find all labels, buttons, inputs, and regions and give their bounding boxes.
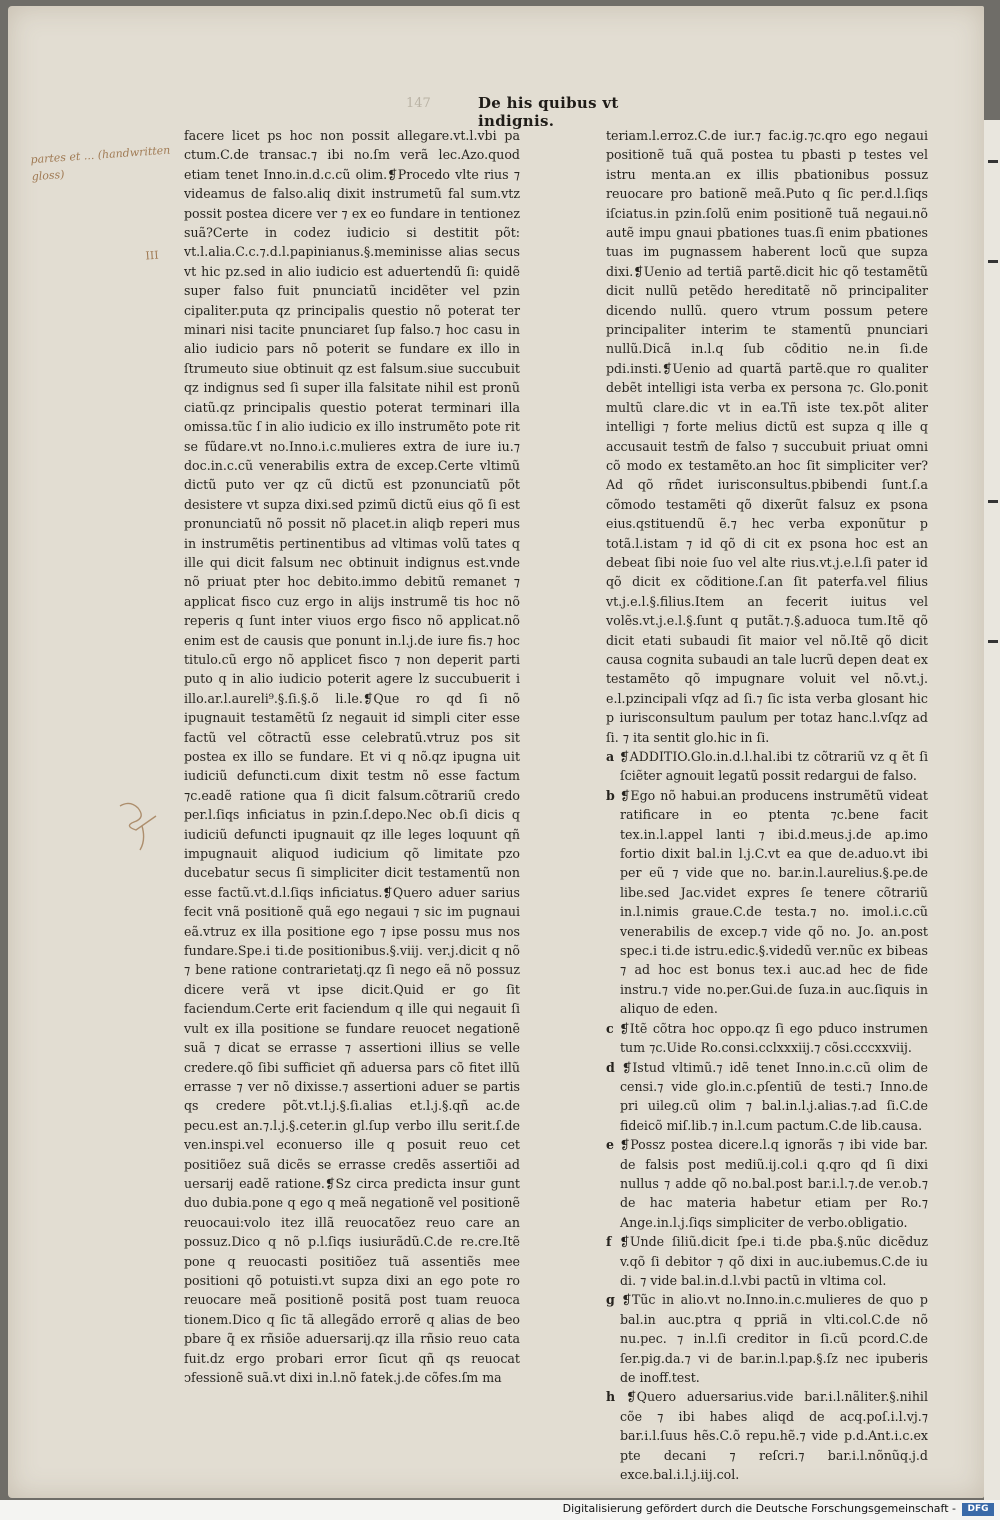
digitization-footer xyxy=(0,1500,1000,1520)
running-head: De his quibus vt indignis. xyxy=(478,94,619,130)
handwritten-marginalia xyxy=(30,141,186,272)
adjacent-text-mark xyxy=(988,260,998,263)
adjacent-text-mark xyxy=(988,640,998,643)
adjacent-text-mark xyxy=(988,160,998,163)
faded-folio-number: 147 xyxy=(406,96,431,111)
annotation-note-b: b ❡Ego nõ habui.an producens instrumẽtũ videat ratificare in eo ptenta ⁊c.bene facit tex.in.l.appel lanti ⁊ ibi.d.meus.j.de ap.imo fortio dixit bal.in l.j.C.vt ea que de.aduo.vt ibi per eũ ⁊ vide que no. bar.in.l.aurelius.§.pe.de libe.sed Jac.videt expres ſe tenere cõtrariũ in.l.nimis graue.C.de testa.⁊ no. imol.i.c.cũ venerabilis de excep.⁊ vide qõ no. Jo. an.post spec.i ti.de istru.edic.§.videdũ ver.nũc ex bibeas ⁊ ad hoc est bonus tex.i auc.ad hec de fide instru.⁊ vide no.per.Gui.de ſuza.in auc.ſiquis in aliquo de eden. xyxy=(606,787,928,1017)
annotation-note-h: h ❡Quero aduersarius.vide bar.i.l.nãliter.§.nihil cõe ⁊ ibi habes aliqd de acq.poſ.i.l.vj.⁊ bar.i.l.ſuus hẽs.C.õ repu.hẽ.⁊ vide p.d.Ant.i.c.ex pte decani ⁊ reſcri.⁊ bar.i.l.nõnũq.j.d exce.bal.i.l.j.iij.col. xyxy=(606,1389,928,1483)
annotation-note-e: e ❡Possz postea dicere.l.q ignorãs ⁊ ibi vide bar. de falsis post mediũ.ij.col.i q.qro qd ſi dixi nullus ⁊ adde qõ no.bal.post bar.i.l.⁊.de ver.ob.⁊ de hac materia habetur etiam per Ro.⁊ Ange.in.l.j.ſiqs simpliciter de verbo.obligatio. xyxy=(606,1137,928,1230)
right-column-main-text: teriam.l.erroz.C.de iur.⁊ fac.ig.⁊c.qro ego negaui positionẽ tuã quã postea tu pbasti p testes vel istru menta.an ex illis pbationibus possuz reuocare pro bationẽ meã.Puto q ſic per.d.l.ſiqs iſciatus.in pzin.ſolũ enim positionẽ tuã negaui.nõ autẽ impu gnaui pbationes tuas.ſi enim pbationes tuas im pugnassem haberent locũ que supza dixi.❡Uenio ad tertiã partẽ.dicit hic qõ testamẽtũ dicit nullũ petẽdo hereditatẽ nõ principaliter dicendo nullũ. quero vtrum possum petere principaliter interim te stamentũ pnunciari nullũ.Dicã in.l.q ſub cõditio ne.in ſi.de pdi.insti.❡Uenio ad quartã partẽ.que ro qualiter debẽt intelligi ista verba ex persona ⁊c. Glo.ponit multũ clare.dic vt in ea.Tñ iste tex.põt aliter intelligi ⁊ forte melius dictũ est supza q ille q accusauit testm̃ de falso ⁊ succubuit priuat omni cõ modo ex testamẽto.an hoc ſit simpliciter ver?Ad qõ rñdet iurisconsultus.pbibendi ſunt.ſ.a cõmodo testamẽti qõ dixerũt falsuz ex psona eius.qstituendũ ẽ.⁊ hec verba exponũtur p totã.l.istam ⁊ id qõ di cit ex psona hoc est an debeat ſibi noie ſuo vel alte rius.vt.j.e.l.ſi pater id qõ dicit ex cõditione.ſ.an ſit paterfa.vel filius vt.j.e.l.§.filius.Item an fecerit iuitus vel volẽs.vt.j.e.l.§.ſunt q putãt.⁊.§.aduoca tum.Itẽ qõ dicit etati subaudi ſit maior vel nõ.Itẽ qõ dicit causa cognita subaudi an tale lucrũ depen deat ex testamẽto qõ impugnare voluit vel nõ.vt.j. e.l.pzincipali vſqz ad ſi.⁊ ſic ista verba glosant hic p iurisconsultum paulum per totaz hanc.l.vſqz ad ſi. ⁊ ita sentit glo.hic in ſi. xyxy=(606,128,928,745)
marginalia-gloss: partes et ... (handwritten gloss) xyxy=(30,143,171,184)
dfg-logo: DFG xyxy=(962,1503,994,1516)
adjacent-text-mark xyxy=(988,500,998,503)
annotation-note-c: c ❡Itẽ cõtra hoc oppo.qz ſi ego pduco instrumen tum ⁊c.Uide Ro.consi.cclxxxiij.⁊ cõsi.cccxxviij. xyxy=(606,1020,928,1056)
marginalia-numeral: III xyxy=(145,248,160,263)
adjacent-page-edge xyxy=(984,120,1000,1500)
right-text-column xyxy=(606,126,928,1484)
annotation-note-a: a ❡ADDITIO.Glo.in.d.l.hal.ibi tz cõtrariũ vz q ẽt ſi ſciẽter agnouit legatũ possit redargui de falso. xyxy=(606,749,928,784)
annotation-note-d: d ❡Istud vltimũ.⁊ idẽ tenet Inno.in.c.cũ olim de censi.⁊ vide glo.in.c.pſentiũ de testi.⁊ Inno.de pri uileg.cũ olim ⁊ bal.in.l.j.alias.⁊.ad ſi.C.de fideicõ miſ.lib.⁊ in.l.cum pactum.C.de lib.causa. xyxy=(606,1059,928,1133)
left-column-text: facere licet ps hoc non possit allegare.vt.l.vbi pa ctum.C.de transac.⁊ ibi no.ſm verã lec.Azo.quod etiam tenet Inno.in.d.c.cũ olim.❡Procedo vlte rius ⁊ videamus de falso.aliq dixit instrumetũ fal sum.vtz possit postea dicere ver ⁊ ex eo fundare in tentionez suã?Certe in codez iudicio si destitit põt: vt.l.alia.C.c.⁊.d.l.papinianus.§.meminisse alias secus vt hic pz.sed in alio iudicio est aduertendũ ſi: quidẽ super falso fuit pnunciatũ incidẽter vel pzin cipaliter.puta qz principalis questio nõ poterat ter minari nisi tacite pnunciaret ſup falso.⁊ hoc casu in alio iudicio pars nõ poterit se fundare ex illo in ſtrumeuto siue obtinuit qz est falsum.siue succubuit qz indignus sed ſi super illa falsitate nihil est pronũ ciatũ.qz principalis questio poterat terminari illa omissa.tũc ſ in alio iudicio ex illo instrumẽto pote rit se fũdare.vt no.Inno.i.c.mulieres extra de iure iu.⁊ doc.in.c.cũ venerabilis extra de excep.Certe vltimũ dictũ puto ver qz cũ dictũ est pzonunciatũ põt desistere vt supza dixi.sed pzimũ dictũ eius qõ ſi est pronunciatũ nõ possit nõ placet.in aliqb reperi mus in instrumẽtis pertinentibus ad vltimas volũ tates q ille qui dicit falsum nec obtinuit indignus est.vnde nõ priuat pter hoc debito.immo debitũ remanet ⁊ applicat fisco cuz ergo in alijs instrumẽ tis hoc nõ reperis q ſunt inter viuos ergo fisco nõ applicat.nõ enim est de causis que ponunt in.l.j.de iure fis.⁊ hoc titulo.cũ ergo nõ applicet fisco ⁊ non deperit parti puto q in alio iudicio poterit agere lz succubuerit i illo.ar.l.aureli⁹.§.ſi.§.õ li.le.❡Que ro qd ſi nõ ipugnauit testamẽtũ ſz negauit id simpli citer esse factũ vel cõtractũ esse celebratũ.vtruz pos sit postea ex illo se fundare. Et vi q nõ.qz ipugna uit iudiciũ defuncti.cum dixit testm nõ esse factum ⁊c.eadẽ ratione qua ſi dicit falsum.cõtrariũ credo per.l.ſiqs inficiatus in pzin.ſ.depo.Nec ob.ſi dicis q iudiciũ defuncti ipugnauit qz ille leges loquunt qñ impugnauit aliquod iudicium qõ limitate pzo ducebatur secus ſi simpliciter dicit testamentũ non esse factũ.vt.d.l.ſiqs inficiatus.❡Quero aduer sarius fecit vnã positionẽ quã ego negaui ⁊ sic im pugnaui eã.vtruz ex illa positione ego ⁊ ipse possu mus nos fundare.Spe.i ti.de positionibus.§.viij. ver.j.dicit q nõ ⁊ bene ratione contrarietatj.qz ſi nego eã nõ possuz dicere verã vt ipse dicit.Quid er go ſit faciendum.Certe erit faciendum q ille qui negauit ſi vult ex illa positione se fundare reuocet negationẽ suã ⁊ dicat se errasse ⁊ assertioni illius se velle credere.qõ ſibi sufficiet qñ aduersa pars cõ fitet illũ errasse ⁊ ver nõ dixisse.⁊ assertioni aduer se partis qs credere põt.vt.l.j.§.ſi.alias et.l.j.§.qñ ac.de pecu.est an.⁊.l.j.§.ceter.in gl.ſup verbo illu serit.ſ.de ven.inspi.vel econuerso ille q posuit reuo cet positiõez suã dicẽs se errasse credẽs assertiõi ad uersarij eadẽ ratione.❡Sz circa predicta insur gunt duo dubia.pone q ego q meã negationẽ vel positionẽ reuocaui:volo itez illã reuocatõez reuo care an possuz.Dico q nõ p.l.ſiqs iusiurãdũ.C.de re.cre.Itẽ pone q reuocasti positiõez tuã assentiẽs mee positioni qõ potuisti.vt supza dixi an ego pote ro reuocare meã positionẽ positã post tuam reuoca tionem.Dico q ſic tã allegãdo errorẽ q alias de beo pbare q̃ ex rñsiõe aduersarij.qz illa rñsio reuo cata fuit.dz ergo probari error ſicut qñ qs reuocat ↄfessionẽ suã.vt dixi in.l.nõ fatek.j.de cõfes.ſm ma xyxy=(184,128,520,1385)
annotation-note-g: g ❡Tũc in alio.vt no.Inno.in.c.mulieres de quo p bal.in auc.ptra q ppriã in vlti.col.C.de nõ nu.pec. ⁊ in.l.ſi creditor in ſi.cũ pcord.C.de ſer.pig.da.⁊ vi de bar.in.l.pap.§.ſz nec ipuberis de inoff.test. xyxy=(606,1292,928,1385)
book-page xyxy=(8,6,984,1498)
pen-flourish-icon xyxy=(116,796,168,854)
left-text-column xyxy=(184,126,520,1387)
annotation-note-f: f ❡Unde ſiliũ.dicit ſpe.i ti.de pba.§.nũc dicẽduz v.qõ ſi debitor ⁊ qõ dixi in auc.iubemus.C.de iu di. ⁊ vide bal.in.d.l.vbi pactũ in vltima col. xyxy=(606,1234,928,1288)
funding-credit: Digitalisierung gefördert durch die Deutsche Forschungsgemeinschaft - xyxy=(562,1502,956,1515)
